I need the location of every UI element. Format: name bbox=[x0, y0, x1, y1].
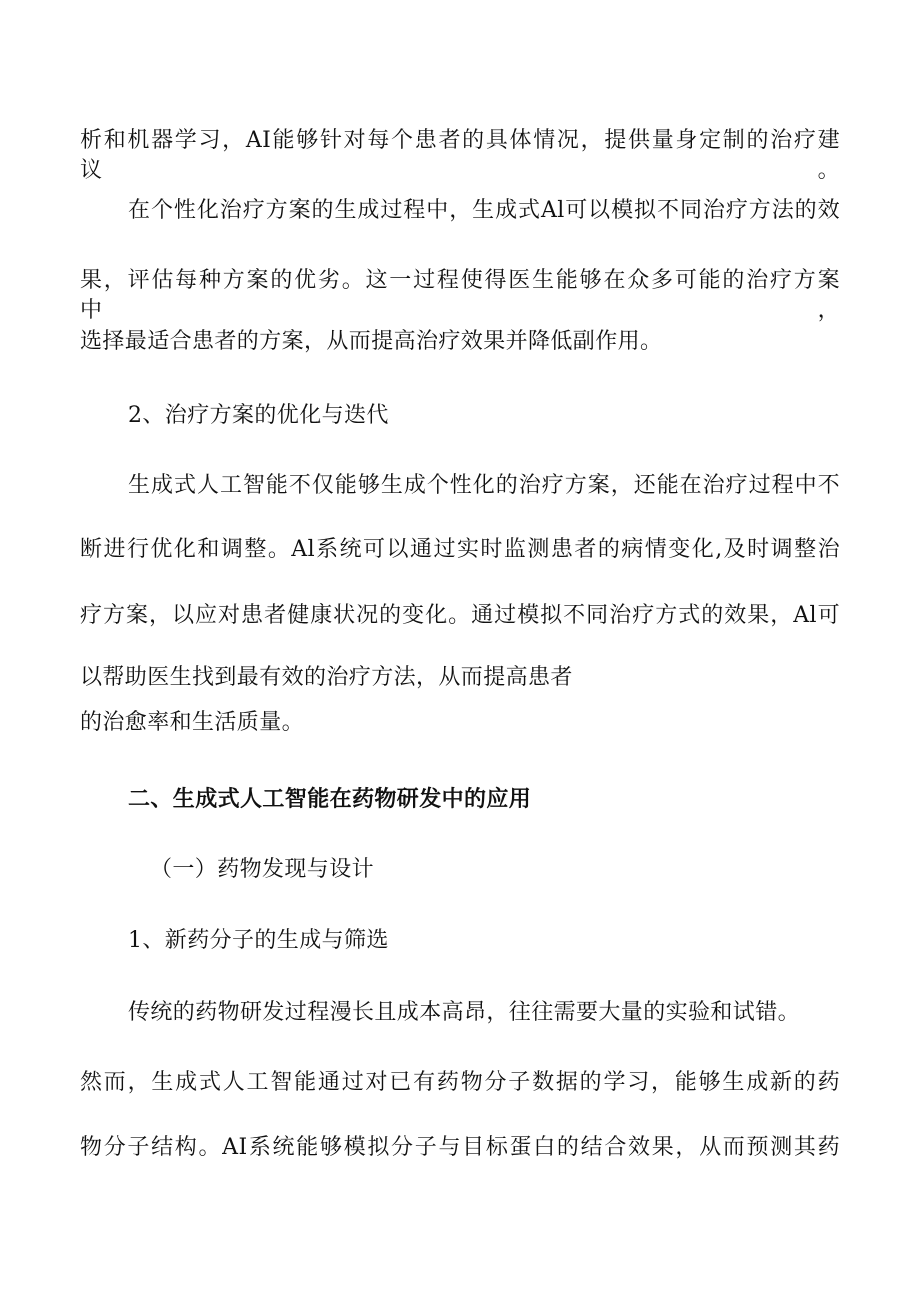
paragraph-line-3: 果，评估每种方案的优劣。这一过程使得医生能够在众多可能的治疗方案中， bbox=[80, 268, 840, 323]
paragraph-line-10: 传统的药物研发过程漫长且成本高昂，往往需要大量的实验和试错。 bbox=[128, 1000, 801, 1025]
paragraph-line-1: 析和机器学习，AI能够针对每个患者的具体情况，提供量身定制的治疗建议。 bbox=[80, 128, 840, 183]
section-heading-1: 1、新药分子的生成与筛选 bbox=[128, 928, 389, 953]
paragraph-line-6: 断进行优化和调整。Al系统可以通过实时监测患者的病情变化,及时调整治 bbox=[80, 537, 840, 562]
paragraph-line-2: 在个性化治疗方案的生成过程中，生成式Al可以模拟不同治疗方法的效 bbox=[128, 198, 840, 223]
chapter-heading: 二、生成式人工智能在药物研发中的应用 bbox=[128, 786, 532, 812]
paragraph-line-4: 选择最适合患者的方案，从而提高治疗效果并降低副作用。 bbox=[80, 329, 663, 354]
subsection-heading: （一）药物发现与设计 bbox=[150, 857, 375, 882]
section-heading-2: 2、治疗方案的优化与迭代 bbox=[128, 403, 389, 428]
paragraph-line-8: 以帮助医生找到最有效的治疗方法，从而提高患者 bbox=[80, 665, 573, 690]
paragraph-line-7: 疗方案，以应对患者健康状况的变化。通过模拟不同治疗方式的效果，Al可 bbox=[80, 603, 840, 628]
paragraph-line-5: 生成式人工智能不仅能够生成个性化的治疗方案，还能在治疗过程中不 bbox=[128, 473, 840, 498]
paragraph-line-12: 物分子结构。AI系统能够模拟分子与目标蛋白的结合效果，从而预测其药 bbox=[80, 1135, 840, 1160]
paragraph-line-9: 的治愈率和生活质量。 bbox=[80, 710, 305, 735]
paragraph-line-11: 然而，生成式人工智能通过对已有药物分子数据的学习，能够生成新的药 bbox=[80, 1070, 840, 1095]
